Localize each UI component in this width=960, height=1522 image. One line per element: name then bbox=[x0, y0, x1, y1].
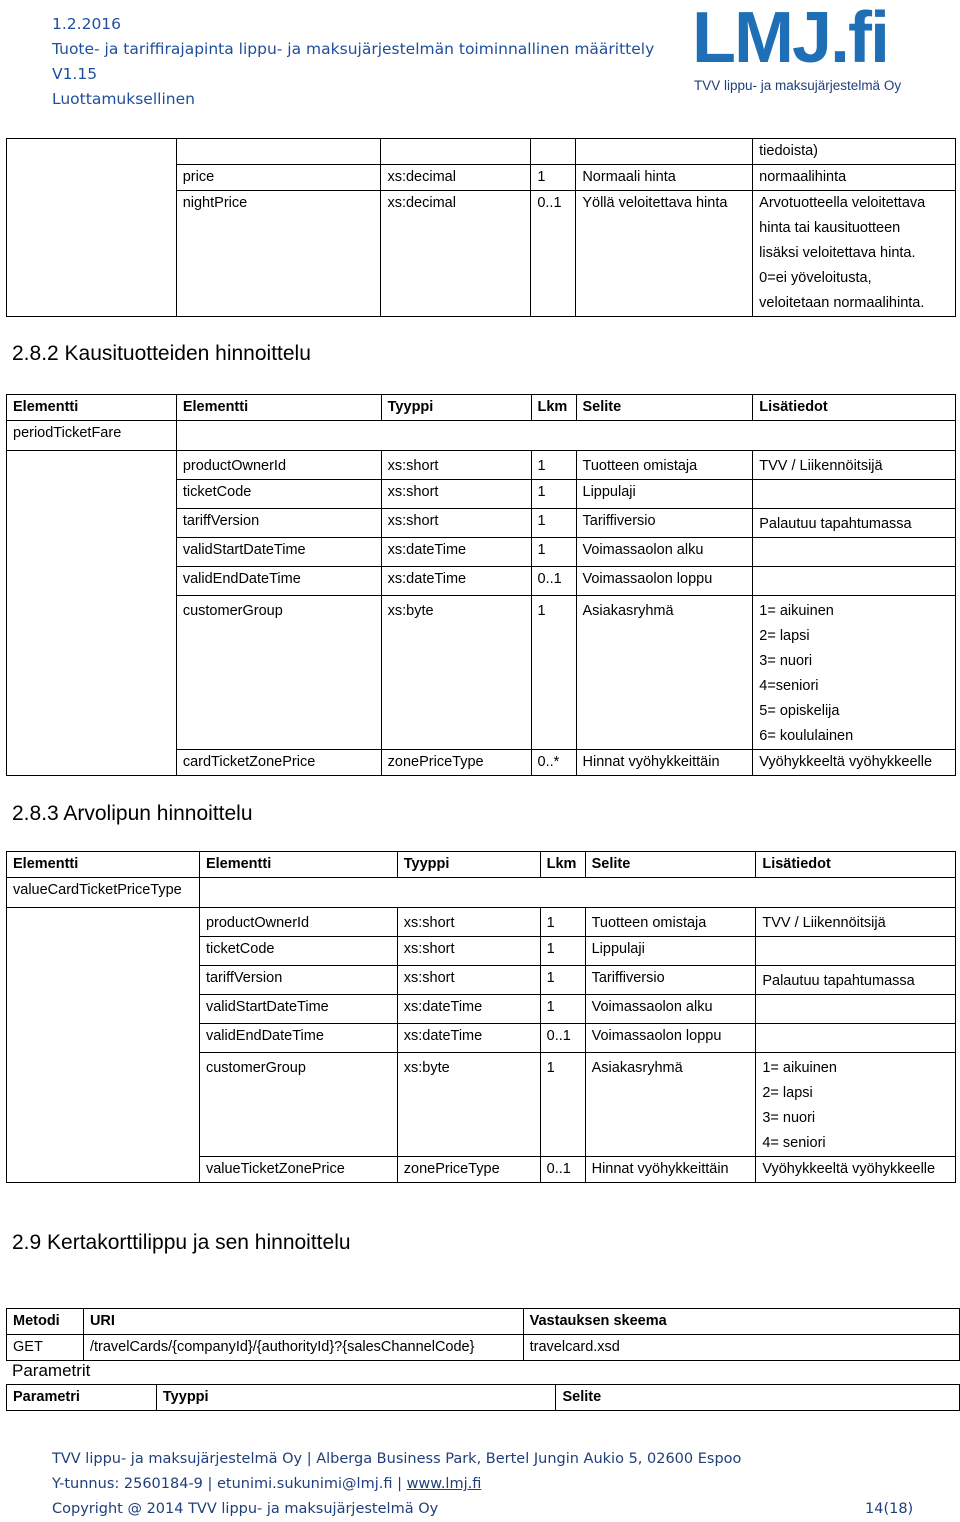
table-prev-continuation bbox=[6, 138, 956, 317]
table-row: productOwnerId xs:short 1 Tuotteen omistaja TVV / Liikennöitsijä bbox=[7, 451, 956, 480]
table-row: GET /travelCards/{companyId}/{authorityId}?{salesChannelCode} travelcard.xsd bbox=[7, 1335, 960, 1361]
header-title: Tuote- ja tariffirajapinta lippu- ja maksujärjestelmän toiminnallinen määrittely bbox=[52, 40, 655, 58]
page-number: 14(18) bbox=[865, 1501, 914, 1517]
footer-address: TVV lippu- ja maksujärjestelmä Oy | Alberga Business Park, Bertel Jungin Aukio 5, 02600 Espoo bbox=[52, 1451, 742, 1467]
table-row: cardTicketZonePrice zonePriceType 0..* Hinnat vyöhykkeittäin Vyöhykkeeltä vyöhykkeelle bbox=[7, 750, 956, 776]
table-row: tariffVersion xs:short 1 Tariffiversio Palautuu tapahtumassa bbox=[7, 966, 956, 995]
footer-contact bbox=[52, 1476, 481, 1492]
root-element: valueCardTicketPriceType bbox=[7, 878, 200, 908]
table-api bbox=[6, 1308, 960, 1361]
table-row: valueTicketZonePrice zonePriceType 0..1 Hinnat vyöhykkeittäin Vyöhykkeeltä vyöhykkeelle bbox=[7, 1157, 956, 1183]
header-version: V1.15 bbox=[52, 65, 98, 83]
table-row: productOwnerId xs:short 1 Tuotteen omistaja TVV / Liikennöitsijä bbox=[7, 908, 956, 937]
table-row: ticketCode xs:short 1 Lippulaji bbox=[7, 937, 956, 966]
footer-website-link[interactable]: www.lmj.fi bbox=[406, 1476, 482, 1492]
table-period-ticket-fare bbox=[6, 394, 956, 776]
table-header-row: Elementti Elementti Tyyppi Lkm Selite Lisätiedot bbox=[7, 395, 956, 421]
header-classification: Luottamuksellinen bbox=[52, 90, 195, 108]
table-row: validEndDateTime xs:dateTime 0..1 Voimassaolon loppu bbox=[7, 567, 956, 596]
table-row: customerGroup xs:byte 1 Asiakasryhmä 1= aikuinen 2= lapsi 3= nuori 4= seniori bbox=[7, 1053, 956, 1157]
table-row: tariffVersion xs:short 1 Tariffiversio Palautuu tapahtumassa bbox=[7, 509, 956, 538]
table-parameters bbox=[6, 1384, 960, 1411]
section-heading-2-9: 2.9 Kertakorttilippu ja sen hinnoittelu bbox=[12, 1231, 351, 1254]
table-header-row: Metodi URI Vastauksen skeema bbox=[7, 1309, 960, 1335]
parameters-label: Parametrit bbox=[12, 1361, 91, 1380]
logo-text: LMJ.fi bbox=[692, 0, 888, 78]
table-row bbox=[7, 878, 956, 908]
table-row: customerGroup xs:byte 1 Asiakasryhmä 1= aikuinen 2= lapsi 3= nuori 4=seniori 5= opiskelija 6= koululainen bbox=[7, 596, 956, 750]
table-row bbox=[7, 421, 956, 451]
table-header-row: Parametri Tyyppi Selite bbox=[7, 1385, 960, 1411]
table-row: tiedoista) bbox=[7, 139, 956, 165]
lmj-logo bbox=[692, 0, 912, 100]
footer-contact-text: Y-tunnus: 2560184-9 | etunimi.sukunimi@lmj.fi | bbox=[52, 1476, 407, 1492]
footer-copyright: Copyright @ 2014 TVV lippu- ja maksujärjestelmä Oy bbox=[52, 1501, 439, 1517]
table-row: price xs:decimal 1 Normaali hinta normaalihinta bbox=[7, 165, 956, 191]
table-row: nightPrice xs:decimal 0..1 Yöllä veloitettava hinta Arvotuotteella veloitettava hinta tai kausituotteen lisäksi veloitettava hinta. 0=ei yöveloitusta, veloitetaan normaalihinta. bbox=[7, 191, 956, 317]
header-date: 1.2.2016 bbox=[52, 15, 122, 33]
document-header bbox=[52, 12, 654, 112]
section-heading-2-8-3: 2.8.3 Arvolipun hinnoittelu bbox=[12, 802, 253, 825]
table-value-card-ticket-price bbox=[6, 851, 956, 1183]
table-header-row: Elementti Elementti Tyyppi Lkm Selite Lisätiedot bbox=[7, 852, 956, 878]
logo-subtitle: TVV lippu- ja maksujärjestelmä Oy bbox=[694, 78, 902, 93]
table-row: ticketCode xs:short 1 Lippulaji bbox=[7, 480, 956, 509]
table-row: validStartDateTime xs:dateTime 1 Voimassaolon alku bbox=[7, 538, 956, 567]
table-row: validStartDateTime xs:dateTime 1 Voimassaolon alku bbox=[7, 995, 956, 1024]
table-row: validEndDateTime xs:dateTime 0..1 Voimassaolon loppu bbox=[7, 1024, 956, 1053]
root-element: periodTicketFare bbox=[7, 421, 177, 451]
section-heading-2-8-2: 2.8.2 Kausituotteiden hinnoittelu bbox=[12, 342, 311, 365]
